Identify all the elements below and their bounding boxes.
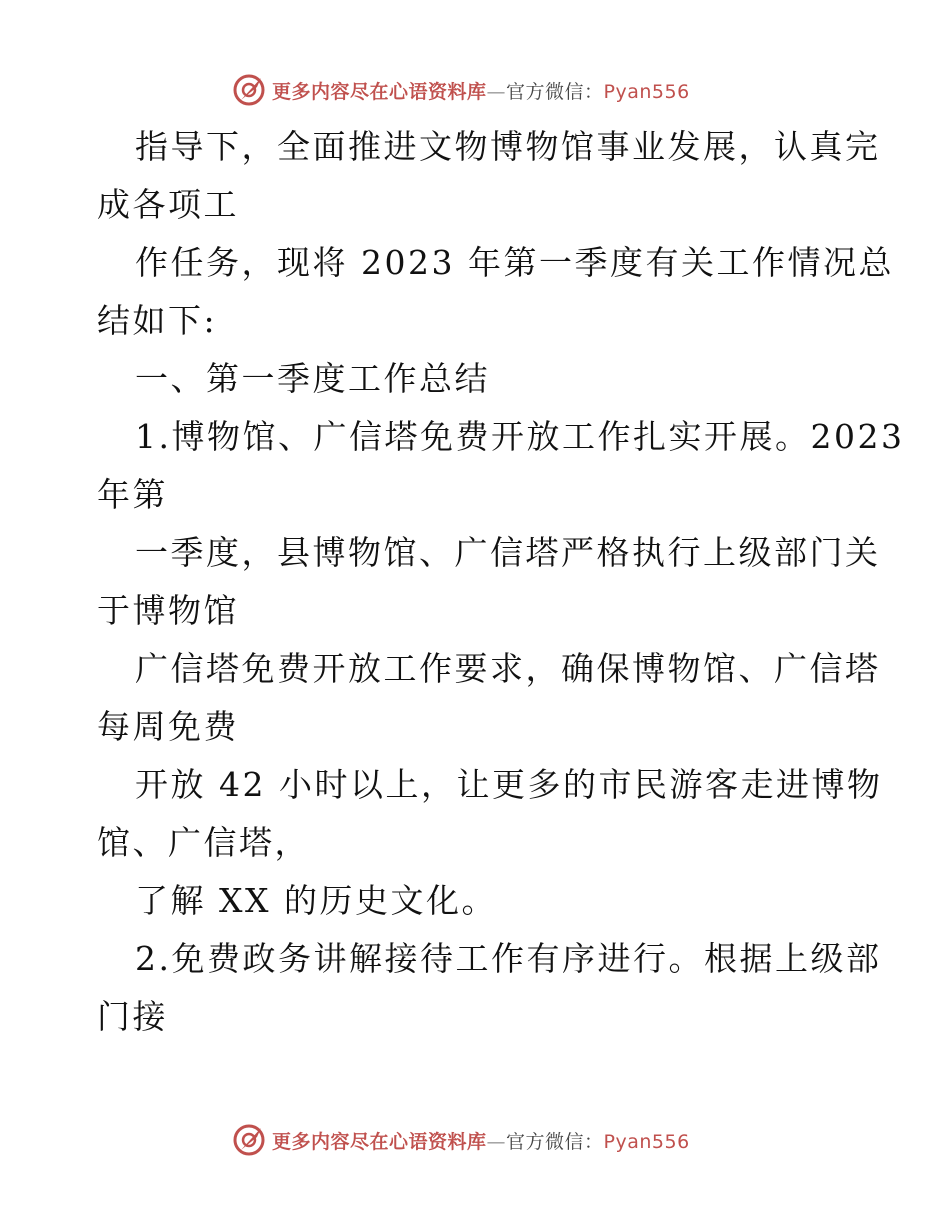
banner-brand: 更多内容尽在心语资料库 [272, 80, 487, 103]
text-line: 一季度，县博物馆、广信塔严格执行上级部门关 [135, 533, 881, 572]
banner-wechat-label: 官方微信： [506, 1130, 604, 1153]
text-line: 馆、广信塔， [97, 823, 310, 862]
banner-separator: — [486, 1130, 507, 1153]
footer-watermark-banner [232, 1122, 712, 1158]
header-banner-text [272, 77, 690, 104]
text-line: 门接 [97, 997, 168, 1036]
text-line: 一、第一季度工作总结 [135, 359, 490, 398]
banner-wechat-id: Pyan556 [603, 80, 690, 103]
text-line: 开放 42 小时以上，让更多的市民游客走进博物 [135, 765, 883, 804]
document-body [97, 118, 905, 1046]
text-line: 成各项工 [97, 185, 239, 224]
banner-brand: 更多内容尽在心语资料库 [272, 1130, 487, 1153]
banner-wechat-label: 官方微信： [506, 80, 604, 103]
banner-separator: — [486, 80, 507, 103]
text-line: 1.博物馆、广信塔免费开放工作扎实开展。2023 [135, 417, 905, 456]
text-line: 2.免费政务讲解接待工作有序进行。根据上级部 [135, 939, 882, 978]
quill-pen-logo-icon [232, 73, 266, 107]
text-line: 年第 [97, 475, 168, 514]
text-line: 指导下，全面推进文物博物馆事业发展，认真完 [135, 127, 881, 166]
text-line: 广信塔免费开放工作要求，确保博物馆、广信塔 [135, 649, 881, 688]
text-line: 结如下: [97, 301, 218, 340]
footer-banner-text [272, 1127, 690, 1154]
quill-pen-logo-icon [232, 1123, 266, 1157]
text-line: 于博物馆 [97, 591, 239, 630]
header-watermark-banner [232, 72, 712, 108]
banner-wechat-id: Pyan556 [603, 1130, 690, 1153]
text-line: 了解 XX 的历史文化。 [135, 881, 497, 920]
text-line: 作任务，现将 2023 年第一季度有关工作情况总 [135, 243, 894, 282]
text-line: 每周免费 [97, 707, 239, 746]
